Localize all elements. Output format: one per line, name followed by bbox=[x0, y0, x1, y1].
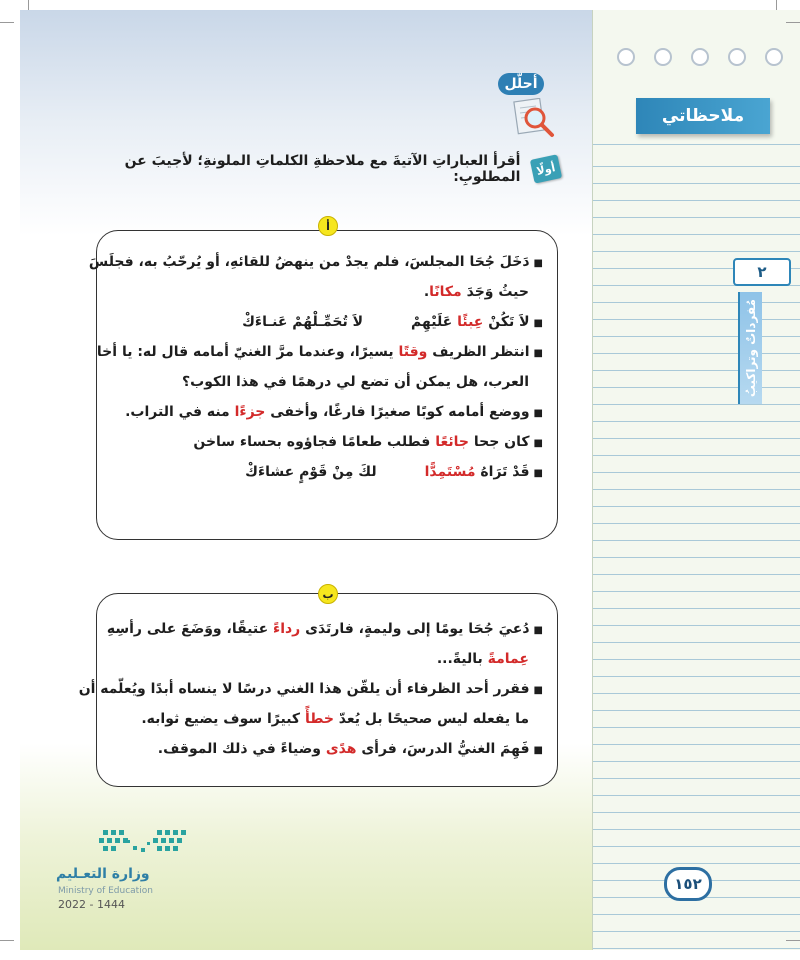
text-line: حيثُ وَجَدَ مكانًا. bbox=[423, 284, 529, 300]
highlighted-word: هدًى bbox=[325, 741, 357, 757]
crop-mark bbox=[786, 940, 800, 941]
crop-mark bbox=[786, 22, 800, 23]
ministry-name-english: Ministry of Education bbox=[58, 886, 153, 896]
chapter-ribbon-label: مُفرداتٌ وتراكيبُ bbox=[744, 298, 758, 398]
box-a-marker: أ bbox=[318, 216, 338, 236]
binder-ring-icon bbox=[617, 48, 635, 66]
notes-title: ملاحظاتي bbox=[636, 98, 770, 134]
crop-mark bbox=[28, 0, 29, 10]
text-line: ما يفعله ليس صحيحًا بل يُعدّ خطأً كبيرًا سوف يضيع ثوابه. bbox=[141, 711, 529, 727]
ministry-logo-icon bbox=[95, 826, 195, 866]
highlighted-word: جزءًا bbox=[234, 404, 266, 420]
instruction-badge: أولًا bbox=[530, 154, 562, 183]
text-line: ■دُعيَ جُحَا يومًا إلى وليمةٍ، فارتَدَى رداءً عتيقًا، ووَضَعَ على رأسِهِ bbox=[106, 621, 543, 637]
chapter-ribbon bbox=[738, 292, 762, 404]
highlighted-word: رداءً bbox=[273, 621, 301, 637]
highlighted-word: مُسْتَمِدًّا bbox=[424, 464, 476, 480]
verse-line: ■قَدْ تَرَاهُ مُسْتَمِدًّالكَ مِنْ قَوْمٍ عشاءَكْ bbox=[245, 464, 543, 480]
edition-year: 2022 - 1444 bbox=[58, 898, 125, 911]
binder-ring-icon bbox=[691, 48, 709, 66]
crop-mark bbox=[776, 0, 777, 10]
box-b-marker: ب bbox=[318, 584, 338, 604]
binder-ring-icon bbox=[654, 48, 672, 66]
analyze-label: أحلّل bbox=[498, 73, 544, 95]
notes-panel bbox=[593, 10, 800, 950]
highlighted-word: مكانًا bbox=[429, 284, 462, 300]
text-line: ■فَهِمَ الغنيُّ الدرسَ، فرأى هدًى وضياءً في ذلك الموقف. bbox=[157, 741, 543, 757]
highlighted-word: خطأً bbox=[304, 711, 334, 727]
highlighted-word: عِبئًا bbox=[457, 314, 484, 330]
text-line: عِمامةً باليةً... bbox=[436, 651, 529, 667]
binder-ring-icon bbox=[728, 48, 746, 66]
text-line: ■كان جحا جائعًا فطلب طعامًا فجاؤوه بحساء ساخن bbox=[193, 434, 543, 450]
crop-mark bbox=[0, 22, 14, 23]
magnifier-document-icon bbox=[502, 98, 560, 138]
crop-mark bbox=[0, 940, 14, 941]
instruction-row bbox=[60, 154, 560, 184]
text-line: ■ووضع أمامه كوبًا صغيرًا فارغًا، وأخفى جزءًا منه في التراب. bbox=[125, 404, 543, 420]
exercise-box-a bbox=[88, 230, 558, 540]
text-line: ■دَخَلَ جُحَا المجلسَ، فلم يجدْ من ينهضُ للقائهِ، أو يُرحّبُ به، فجلَسَ bbox=[88, 254, 543, 270]
text-line: العرب، هل يمكن أن تضع لي درهمًا في هذا الكوب؟ bbox=[182, 374, 529, 390]
exercise-box-b bbox=[78, 593, 558, 787]
chapter-number-tab: ٢ bbox=[733, 258, 791, 286]
binder-ring-icon bbox=[765, 48, 783, 66]
highlighted-word: جائعًا bbox=[435, 434, 469, 450]
page-number: ١٥٢ bbox=[664, 867, 712, 901]
text-line: ■انتظر الظريف وقتًا يسيرًا، وعندما مرَّ الغنيّ أمامه قال له: يا أخا bbox=[96, 344, 543, 360]
highlighted-word: وقتًا bbox=[398, 344, 428, 360]
highlighted-word: عِمامةً bbox=[487, 651, 529, 667]
instruction-text: أقرأ العباراتِ الآتيةَ مع ملاحظةِ الكلماتِ الملونةِ؛ لأجيبَ عن المطلوبِ: bbox=[124, 153, 521, 185]
verse-line: ■لاَ تَكُنْ عِبئًا عَلَيْهِمْلاَ تُحَمِّـلْهُمْ عَنـاءَكْ bbox=[242, 314, 543, 330]
ministry-name-arabic: وزارة التعـليم bbox=[56, 866, 150, 882]
text-line: ■فقرر أحد الظرفاء أن يلقّن هذا الغني درسًا لا ينساه أبدًا ويُعلّمه أن bbox=[78, 681, 543, 697]
